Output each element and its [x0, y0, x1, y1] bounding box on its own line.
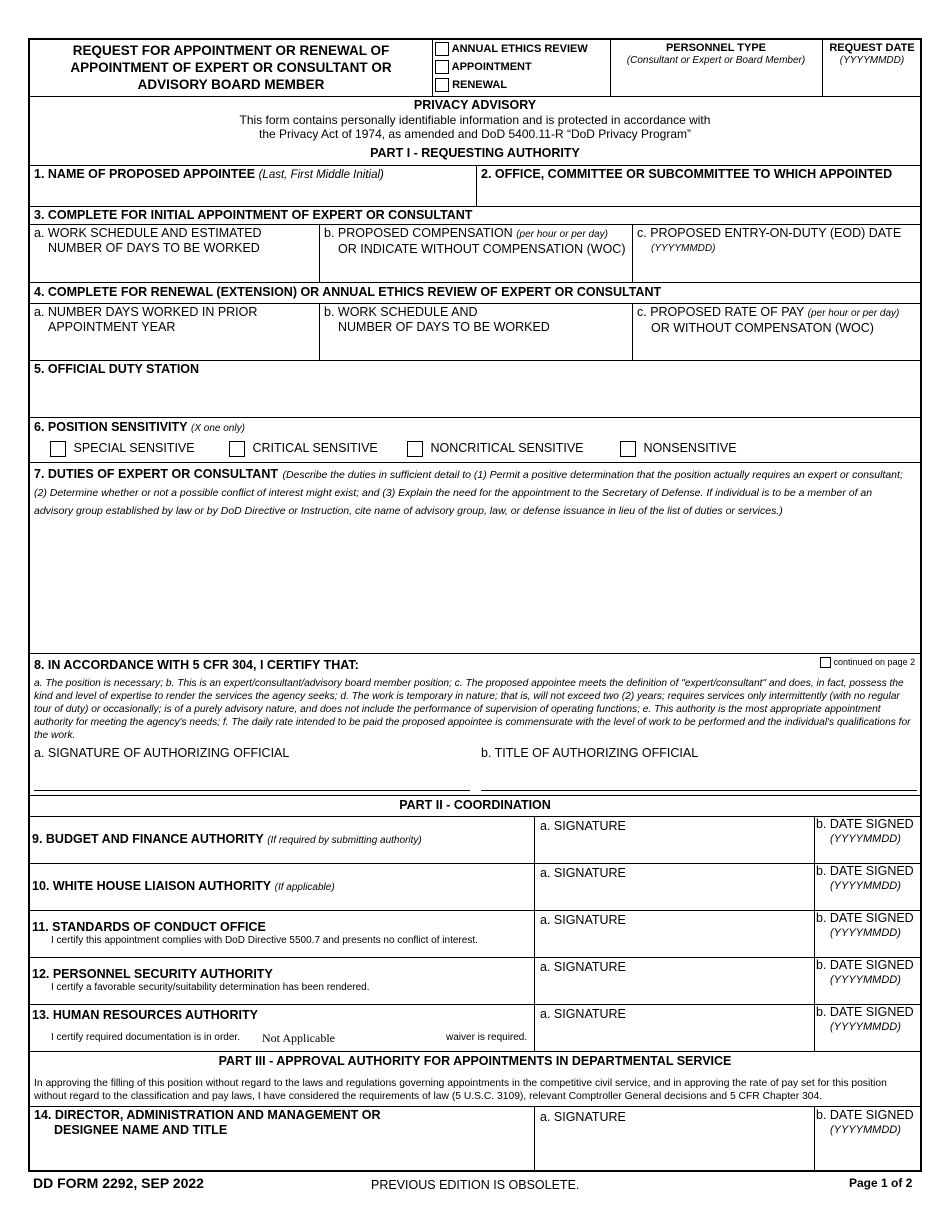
item11-signature-field[interactable]: a. SIGNATURE: [540, 913, 626, 927]
item11-label-group: [32, 920, 478, 947]
item7-hint: (Describe the duties in sufficient detail to (1) Permit a positive determination that the position actually requires an expert or consultant; (2) Determine whether or not a possible conflict of interest might exist; and (3) Explain the need for the appointment to the Secretary of Defense. If individual is to be a member of an advisory group established by law or by DoD Directive or Instruction, cite name of advisory group, law, or defense issuance in lieu of the list of duties or services.): [34, 469, 903, 517]
item4a-line1: a. NUMBER DAYS WORKED IN PRIOR: [34, 305, 258, 319]
item9-label: 9. BUDGET AND FINANCE AUTHORITY: [32, 832, 264, 846]
sensitivity-checkbox[interactable]: [407, 441, 423, 457]
item2-field[interactable]: 2. OFFICE, COMMITTEE OR SUBCOMMITTEE TO WHICH APPOINTED: [481, 167, 893, 181]
item10-signature-field[interactable]: a. SIGNATURE: [540, 866, 626, 880]
item11-label: 11. STANDARDS OF CONDUCT OFFICE: [32, 920, 266, 934]
form-title-line2: APPOINTMENT OF EXPERT OR CONSULTANT OR: [70, 60, 392, 75]
form-title: [30, 42, 432, 93]
item12-text: I certify a favorable security/suitability determination has been rendered.: [51, 982, 370, 993]
item4b-field[interactable]: [324, 305, 550, 335]
item3b-field[interactable]: [324, 226, 626, 257]
obsolete-note: PREVIOUS EDITION IS OBSOLETE.: [371, 1178, 580, 1192]
renewal-label: RENEWAL: [452, 78, 508, 91]
sensitivity-checkbox[interactable]: [229, 441, 245, 457]
item4a-line2: APPOINTMENT YEAR: [48, 320, 176, 334]
sensitivity-label: NONCRITICAL SENSITIVE: [430, 441, 584, 456]
item8-certification-text: a. The position is necessary; b. This is an expert/consultant/advisory board member position; c. The proposed appointee meets the definition of "expert/consultant" and does, in fact, possess the kind and level of expertise to render the services the agency seeks; d. The work is temporary in nature; that is, will not exceed two (2) years; requires services only intermittently (with no regular tour of duty) or occasionally; is of a purely advisory nature, and does not include the performance of supervision of operating functions; e. This authority is the most appropriate appointment authority for meeting the agency's needs; f. The daily rate intended to be paid the proposed appointee is commensurate with the level of work to be performed and the individual's qualifications for the work.: [34, 678, 911, 741]
appointment-option[interactable]: [435, 60, 532, 74]
form-id: DD FORM 2292, SEP 2022: [33, 1175, 204, 1191]
annual-ethics-review-option[interactable]: [435, 42, 588, 56]
item4b-line1: b. WORK SCHEDULE AND: [324, 305, 478, 319]
item1-label: 1. NAME OF PROPOSED APPOINTEE: [34, 167, 256, 181]
date-hint: (YYYYMMDD): [830, 974, 901, 986]
part1-heading: PART I - REQUESTING AUTHORITY: [370, 146, 580, 160]
item6-label: 6. POSITION SENSITIVITY: [34, 420, 188, 434]
item9-signature-field[interactable]: a. SIGNATURE: [540, 819, 626, 833]
sensitivity-option-nonsensitive[interactable]: [620, 441, 737, 457]
dd-form-2292: [28, 38, 922, 1172]
item6-hint: (X one only): [191, 423, 245, 434]
item10-date-field[interactable]: [816, 864, 914, 894]
request-date-field[interactable]: [822, 42, 922, 68]
sensitivity-option-special[interactable]: [50, 441, 195, 457]
item3a-line1: a. WORK SCHEDULE AND ESTIMATED: [34, 226, 262, 240]
item13-date-field[interactable]: [816, 1005, 914, 1035]
item8a-signature-line[interactable]: [34, 790, 470, 791]
item3c-field[interactable]: [637, 226, 901, 256]
item9-date-field[interactable]: [816, 817, 914, 847]
appointment-label: APPOINTMENT: [451, 60, 532, 73]
item10-hint: (If applicable): [274, 882, 335, 893]
page-number: Page 1 of 2: [849, 1176, 913, 1190]
date-signed-label: b. DATE SIGNED: [816, 1108, 914, 1122]
sensitivity-label: CRITICAL SENSITIVE: [252, 441, 378, 456]
item1-hint: (Last, First Middle Initial): [258, 169, 384, 181]
item3b-hint: (per hour or per day): [516, 229, 608, 240]
item13-text: I certify required documentation is in order.: [51, 1032, 240, 1043]
item13-suffix: waiver is required.: [446, 1032, 528, 1043]
item12-label-group: [32, 967, 370, 994]
request-date-label: REQUEST DATE: [829, 42, 915, 54]
item9-hint: (If required by submitting authority): [267, 835, 422, 846]
form-title-line1: REQUEST FOR APPOINTMENT OR RENEWAL OF: [72, 43, 390, 58]
part3-text: In approving the filling of this position without regard to the laws and regulations governing appointments in the competitive civil service, and in approving the rate of pay set for this position without regard to the classification and pay laws, I have considered the requirements of law (5 U.S.C. 3109), relevant Comptroller General decisions and 5 CFR Chapter 304.: [34, 1078, 887, 1102]
personnel-type-label: PERSONNEL TYPE: [665, 42, 767, 54]
item10-label-group: [32, 879, 335, 895]
privacy-line1: This form contains personally identifiable information and is protected in accordance with: [239, 113, 711, 127]
sensitivity-checkbox[interactable]: [50, 441, 66, 457]
item3c-hint: (YYYYMMDD): [651, 243, 716, 254]
item3-heading: 3. COMPLETE FOR INITIAL APPOINTMENT OF EXPERT OR CONSULTANT: [34, 208, 473, 222]
item4-heading: 4. COMPLETE FOR RENEWAL (EXTENSION) OR ANNUAL ETHICS REVIEW OF EXPERT OR CONSULTANT: [34, 285, 662, 299]
item14-line1: 14. DIRECTOR, ADMINISTRATION AND MANAGEMENT OR: [34, 1108, 381, 1122]
item4a-field[interactable]: [34, 305, 257, 335]
item11-text: I certify this appointment complies with DoD Directive 5500.7 and presents no conflict of interest.: [51, 935, 478, 946]
item3a-line2: NUMBER OF DAYS TO BE WORKED: [48, 241, 260, 255]
date-signed-label: b. DATE SIGNED: [816, 817, 914, 831]
item13-not-applicable-field[interactable]: Not Applicable: [262, 1031, 335, 1045]
part3-heading: PART III - APPROVAL AUTHORITY FOR APPOINTMENTS IN DEPARTMENTAL SERVICE: [218, 1054, 732, 1068]
annual-ethics-review-checkbox[interactable]: [435, 42, 449, 56]
date-hint: (YYYYMMDD): [830, 927, 901, 939]
sensitivity-label: NONSENSITIVE: [643, 441, 737, 456]
item1-field[interactable]: [34, 167, 384, 183]
date-signed-label: b. DATE SIGNED: [816, 911, 914, 925]
continued-option[interactable]: [820, 657, 915, 668]
item6-heading: [34, 420, 245, 436]
item12-date-field[interactable]: [816, 958, 914, 988]
date-hint: (YYYYMMDD): [830, 880, 901, 892]
sensitivity-checkbox[interactable]: [620, 441, 636, 457]
sensitivity-label: SPECIAL SENSITIVE: [73, 441, 195, 456]
renewal-checkbox[interactable]: [435, 78, 449, 92]
privacy-line2: the Privacy Act of 1974, as amended and DoD 5400.11-R “DoD Privacy Program”: [259, 127, 691, 141]
item8b-title-line[interactable]: [481, 790, 917, 791]
item4c-line2: OR WITHOUT COMPENSATON (WOC): [651, 321, 874, 335]
privacy-advisory: [30, 98, 920, 141]
date-hint: (YYYYMMDD): [830, 833, 901, 845]
continued-checkbox[interactable]: [820, 657, 831, 668]
sensitivity-option-noncritical[interactable]: [407, 441, 584, 457]
item14-signature-field[interactable]: a. SIGNATURE: [540, 1110, 626, 1124]
date-signed-label: b. DATE SIGNED: [816, 1005, 914, 1019]
item8b-label: b. TITLE OF AUTHORIZING OFFICIAL: [481, 746, 699, 760]
annual-ethics-review-label: ANNUAL ETHICS REVIEW: [451, 42, 588, 55]
date-hint: (YYYYMMDD): [830, 1124, 901, 1136]
personnel-type-field[interactable]: [610, 42, 822, 68]
item7-label: 7. DUTIES OF EXPERT OR CONSULTANT: [34, 467, 278, 481]
date-signed-label: b. DATE SIGNED: [816, 864, 914, 878]
appointment-checkbox[interactable]: [435, 60, 449, 74]
item7-field[interactable]: [34, 465, 914, 519]
item4b-line2: NUMBER OF DAYS TO BE WORKED: [338, 320, 550, 334]
privacy-heading: PRIVACY ADVISORY: [413, 98, 537, 112]
part2-heading: PART II - COORDINATION: [399, 798, 551, 812]
item3b-line1: b. PROPOSED COMPENSATION: [324, 226, 513, 240]
item12-label: 12. PERSONNEL SECURITY AUTHORITY: [32, 967, 273, 981]
item4c-line1: c. PROPOSED RATE OF PAY: [637, 305, 805, 319]
item3b-line2: OR INDICATE WITHOUT COMPENSATION (WOC): [338, 242, 626, 256]
sensitivity-option-critical[interactable]: [229, 441, 378, 457]
item10-label: 10. WHITE HOUSE LIAISON AUTHORITY: [32, 879, 272, 893]
item4c-field[interactable]: [637, 305, 899, 336]
item3a-field[interactable]: [34, 226, 262, 256]
date-hint: (YYYYMMDD): [830, 1021, 901, 1033]
item13-label: 13. HUMAN RESOURCES AUTHORITY: [32, 1008, 258, 1022]
request-date-hint: (YYYYMMDD): [839, 55, 905, 66]
form-title-line3: ADVISORY BOARD MEMBER: [137, 77, 325, 92]
item14-date-field[interactable]: [816, 1108, 914, 1138]
item4c-hint: (per hour or per day): [807, 308, 900, 319]
continued-label: continued on page 2: [833, 657, 916, 667]
item8-heading: 8. IN ACCORDANCE WITH 5 CFR 304, I CERTIFY THAT:: [34, 658, 359, 672]
item8a-label: a. SIGNATURE OF AUTHORIZING OFFICIAL: [34, 746, 290, 760]
item9-label-group: [32, 832, 422, 848]
date-signed-label: b. DATE SIGNED: [816, 958, 914, 972]
item3c-line1: c. PROPOSED ENTRY-ON-DUTY (EOD) DATE: [637, 226, 902, 240]
item5-field[interactable]: 5. OFFICIAL DUTY STATION: [34, 362, 200, 376]
item14-line2: DESIGNEE NAME AND TITLE: [54, 1123, 228, 1137]
item11-date-field[interactable]: [816, 911, 914, 941]
renewal-option[interactable]: [435, 78, 507, 92]
item14-label-group[interactable]: [34, 1108, 381, 1138]
item12-signature-field[interactable]: a. SIGNATURE: [540, 960, 626, 974]
personnel-type-hint: (Consultant or Expert or Board Member): [626, 55, 806, 66]
item13-signature-field[interactable]: a. SIGNATURE: [540, 1007, 626, 1021]
